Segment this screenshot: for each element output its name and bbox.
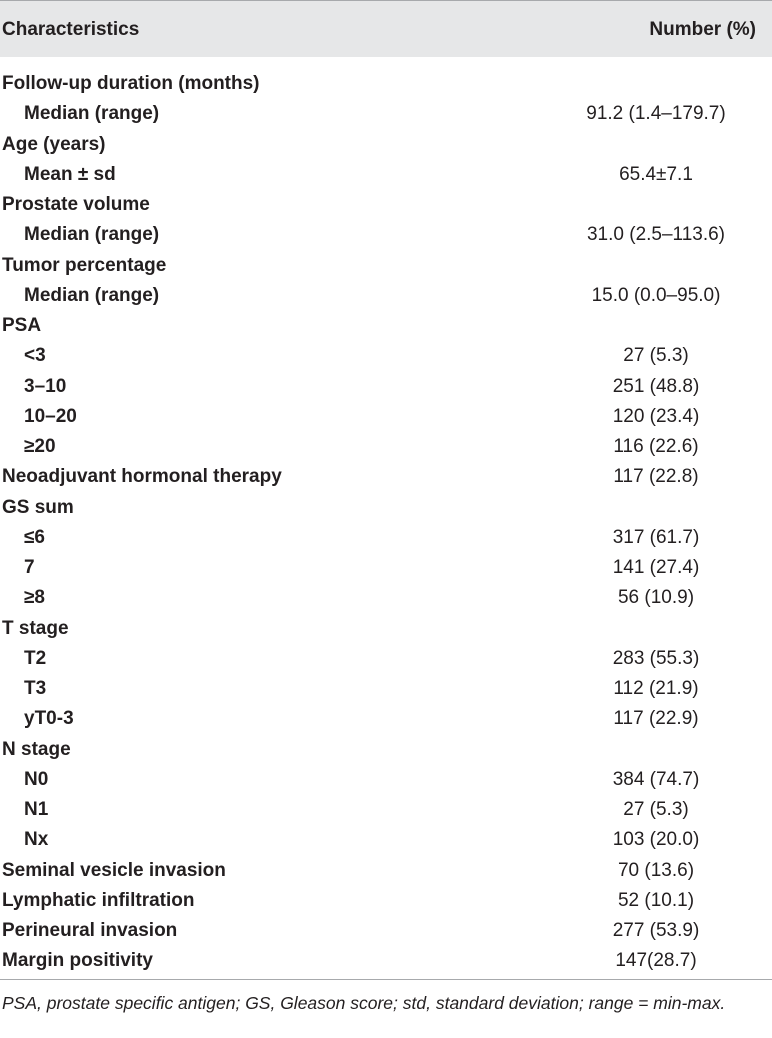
row-value: 70 (13.6) [617,859,695,881]
row-label: Margin positivity [2,950,153,972]
header-number: Number (%) [649,19,756,40]
table-row [0,221,772,251]
row-value: 147(28.7) [615,950,697,972]
row-value: 120 (23.4) [612,405,700,427]
row-label: Median (range) [24,103,160,125]
table-row [0,463,772,493]
row-label: Median (range) [24,224,160,246]
table-row [0,433,772,463]
table-header [0,0,772,57]
row-label: Seminal vesicle invasion [2,859,226,881]
row-label: Nx [24,829,49,851]
table-row [0,857,772,887]
row-label: Age (years) [2,133,106,155]
row-label: <3 [24,345,46,367]
row-value: 103 (20.0) [612,829,700,851]
row-label: ≤6 [24,526,45,548]
row-value: 65.4±7.1 [619,163,693,185]
table-row [0,373,772,403]
table-row [0,524,772,554]
table-row [0,947,772,977]
row-value: 141 (27.4) [612,557,700,578]
table-row [0,675,772,705]
row-label: yT0-3 [24,708,74,730]
row-value: 317 (61.7) [612,526,700,548]
row-label: Median (range) [24,284,160,306]
row-value: 117 (22.8) [613,466,699,488]
row-label: N0 [24,768,49,790]
row-label: 7 [24,557,35,578]
table-body [0,70,772,978]
row-value: 27 (5.3) [623,345,689,367]
table-row [0,736,772,766]
row-label: Prostate volume [2,194,150,215]
table-row [0,917,772,947]
row-label: Lymphatic infiltration [2,889,195,911]
row-value: 15.0 (0.0–95.0) [591,284,721,306]
table-row [0,494,772,524]
table-row [0,554,772,584]
table-row [0,100,772,130]
table-row [0,615,772,645]
row-value: 384 (74.7) [612,768,700,790]
table-row [0,282,772,312]
row-label: Tumor percentage [2,254,167,276]
table-bottom-rule [0,979,772,980]
row-label: 10–20 [24,405,77,427]
row-label: Follow-up duration (months) [2,73,260,94]
table-row [0,252,772,282]
row-label: ≥20 [24,436,56,457]
row-value: 31.0 (2.5–113.6) [586,224,726,246]
row-label: 3–10 [24,375,67,397]
table-row [0,312,772,342]
table-row [0,403,772,433]
row-label: N1 [24,799,49,820]
row-label: Perineural invasion [2,920,178,941]
table-row [0,191,772,221]
row-value: 27 (5.3) [623,799,689,820]
row-value: 112 (21.9) [613,678,699,699]
table-row [0,705,772,735]
table-row [0,887,772,917]
header-characteristics: Characteristics [2,19,140,40]
row-value: 277 (53.9) [612,920,700,941]
table-row [0,342,772,372]
table-row [0,796,772,826]
table-row [0,645,772,675]
table-row [0,131,772,161]
row-label: T3 [24,678,47,699]
row-value: 91.2 (1.4–179.7) [586,103,726,125]
row-label: Neoadjuvant hormonal therapy [2,466,282,488]
row-value: 52 (10.1) [617,889,695,911]
row-label: GS sum [2,496,74,518]
row-label: ≥8 [24,587,45,609]
table-row [0,826,772,856]
row-label: Mean ± sd [24,163,116,185]
row-label: PSA [2,315,42,336]
row-label: T stage [2,617,69,639]
table-row [0,70,772,100]
row-value: 283 (55.3) [612,647,700,669]
table-row [0,766,772,796]
row-value: 251 (48.8) [612,375,700,397]
row-value: 116 (22.6) [613,436,699,457]
table-row [0,161,772,191]
row-label: T2 [24,647,47,669]
table-footnote: PSA, prostate specific antigen; GS, Gleason score; std, standard deviation; range = min-max. [2,993,726,1013]
table-row [0,584,772,614]
row-value: 117 (22.9) [613,708,699,730]
row-label: N stage [2,738,71,760]
row-value: 56 (10.9) [617,587,695,609]
